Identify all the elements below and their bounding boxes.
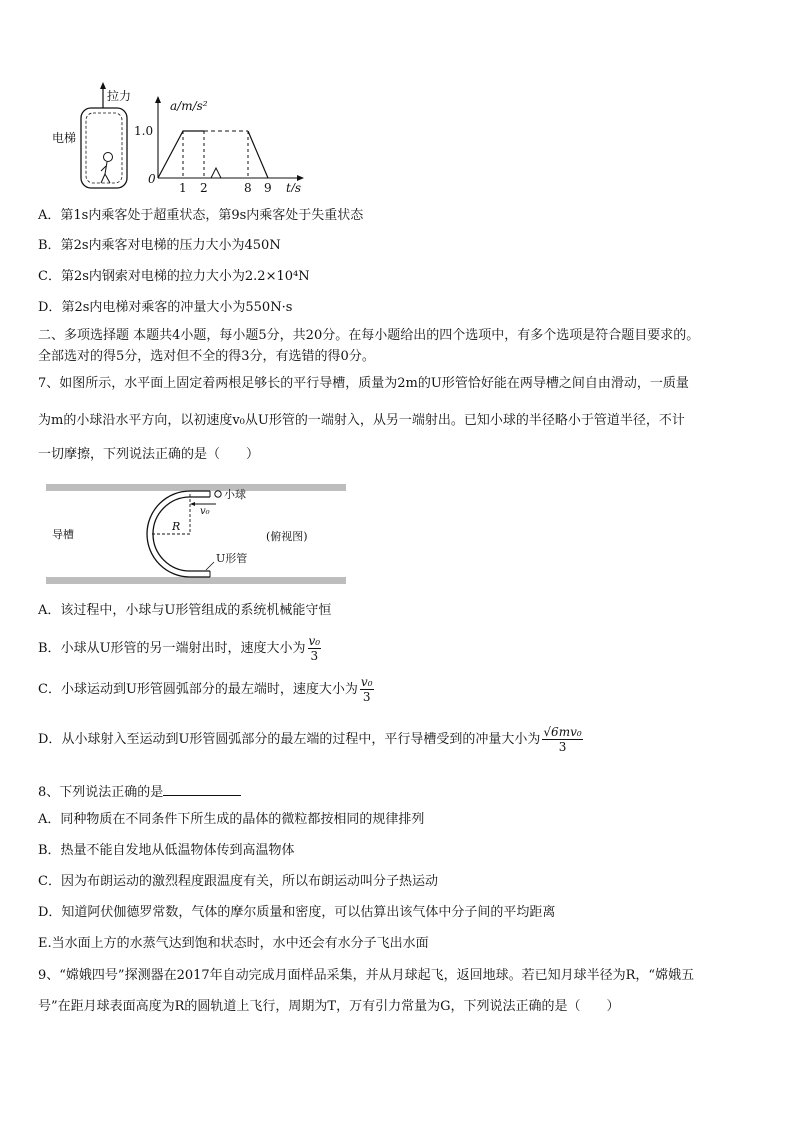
q7-option-c: C．小球运动到U形管圆弧部分的最左端时，速度大小为 $\frac{\text{v₀}}{3}$ xyxy=(38,675,373,704)
q9-stem-line2: 号”在距月球表面高度为R的圆轨道上飞行，周期为T，万有引力常量为G，下列说法正确的是（ ） xyxy=(38,999,620,1014)
q8-option-a: A．同种物质在不同条件下所生成的晶体的微粒都按相同的规律排列 xyxy=(38,812,425,827)
radius-label: R xyxy=(172,520,181,533)
q7-c-fraction: $\frac{\text{v₀}}{3}$ xyxy=(360,675,373,704)
q6-option-c: C．第2s内钢索对电梯的拉力大小为2.2×10⁴N xyxy=(38,269,310,284)
x-tick-2: 2 xyxy=(200,181,208,192)
q7-option-b: B．小球从U形管的另一端射出时，速度大小为 $\frac{\text{v₀}}{3}$ xyxy=(38,634,321,663)
v0-label: v₀ xyxy=(200,506,210,517)
ball-label: 小球 xyxy=(224,488,246,501)
u-tube-figure xyxy=(40,478,360,590)
q8-option-d: D．知道阿伏伽德罗常数，气体的摩尔质量和密度，可以估算出该气体中分子间的平均距离 xyxy=(38,905,556,920)
passenger-icon xyxy=(101,153,113,184)
x-tick-9: 9 xyxy=(264,181,272,192)
ball-icon xyxy=(215,491,221,497)
x-tick-1: 1 xyxy=(179,181,187,192)
q8-option-c: C．因为布朗运动的激烈程度跟温度有关，所以布朗运动叫分子热运动 xyxy=(38,874,438,889)
section2-line2: 全部选对的得5分，选对但不全的得3分，有选错的得0分。 xyxy=(38,349,375,364)
tube-label: U形管 xyxy=(216,552,248,565)
q9-stem-line1: 9、“嫦娥四号”探测器在2017年自动完成月面样品采集，并从月球起飞，返回地球。若已知月球半径为R，“嫦娥五 xyxy=(38,968,695,983)
groove-label: 导槽 xyxy=(52,528,74,541)
q7-stem-line1: 7、如图所示，水平面上固定着两根足够长的平行导槽，质量为2m的U形管恰好能在两导槽之间自由滑动，一质量 xyxy=(38,376,689,391)
q7-option-a: A．该过程中，小球与U形管组成的系统机械能守恒 xyxy=(38,603,332,618)
q6-option-d: D．第2s内电梯对乘客的冲量大小为550N·s xyxy=(38,300,293,315)
rope-label: 拉力 xyxy=(107,89,132,103)
x-axis-label: t/s xyxy=(286,181,302,192)
origin-label: 0 xyxy=(148,172,156,186)
x-tick-8: 8 xyxy=(244,181,252,192)
elevator-label: 电梯 xyxy=(52,131,77,145)
y-axis-label: a/m/s² xyxy=(170,99,208,113)
q8-option-b: B．热量不能自发地从低温物体传到高温物体 xyxy=(38,843,295,858)
section2-line1: 二、多项选择题 本题共4小题，每小题5分，共20分。在每小题给出的四个选项中，有多个选项是符合题目要求的。 xyxy=(38,328,700,343)
q7-stem-line3: 一切摩擦，下列说法正确的是（ ） xyxy=(38,447,260,462)
a-t-fall xyxy=(248,131,268,178)
a-t-rise xyxy=(158,131,204,178)
q7-stem-line2: 为m的小球沿水平方向，以初速度v₀从U形管的一端射入，从另一端射出。已知小球的半径略小于管道半径，不计 xyxy=(38,413,685,428)
q6-option-b: B．第2s内乘客对电梯的压力大小为450N xyxy=(38,238,281,253)
q7-option-d: D．从小球射入至运动到U形管圆弧部分的最左端的过程中，平行导槽受到的冲量大小为 $\frac{\text{√6mv₀}}{3}$ xyxy=(38,725,582,754)
elevator-figure xyxy=(48,80,318,192)
q7-d-fraction: $\frac{\text{√6mv₀}}{3}$ xyxy=(543,725,582,754)
view-label: (俯视图) xyxy=(266,530,308,543)
q8-stem: 8、下列说法正确的是 xyxy=(38,781,241,802)
q8-option-e: E.当水面上方的水蒸气达到饱和状态时，水中还会有水分子飞出水面 xyxy=(38,936,429,951)
y-tick-label: 1.0 xyxy=(134,124,154,138)
answer-blank xyxy=(163,781,241,796)
q6-option-a: A．第1s内乘客处于超重状态，第9s内乘客处于失重状态 xyxy=(38,208,364,223)
q7-b-fraction: $\frac{\text{v₀}}{3}$ xyxy=(308,634,321,663)
